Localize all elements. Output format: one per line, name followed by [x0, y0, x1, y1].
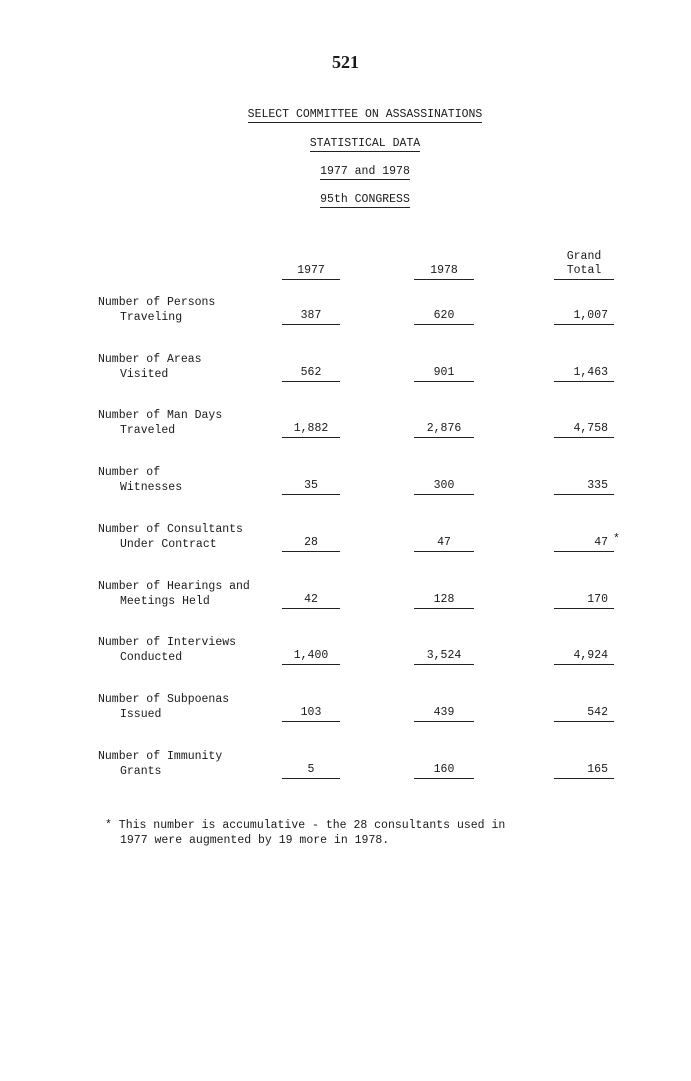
row-label-line-2: Witnesses	[120, 481, 183, 494]
value-grand-total: 335	[554, 479, 614, 495]
row-label-line-2: Under Contract	[120, 538, 217, 551]
value-1977: 5	[282, 763, 340, 779]
value-1978: 439	[414, 706, 474, 722]
value-1978: 300	[414, 479, 474, 495]
column-header-1978: 1978	[414, 264, 474, 280]
row-label	[98, 749, 273, 779]
value-1977: 103	[282, 706, 340, 722]
row-label-line-1: Number of	[98, 466, 161, 479]
column-header-total: Total	[554, 264, 614, 280]
row-label-line-1: Number of Man Days	[98, 409, 223, 422]
row-label-line-2: Meetings Held	[120, 595, 210, 608]
row-label-line-1: Number of Immunity	[98, 750, 223, 763]
value-grand-total: 165	[554, 763, 614, 779]
value-1977: 1,400	[282, 649, 340, 665]
row-label-line-1: Number of Hearings and	[98, 580, 250, 593]
page-number: 521	[332, 52, 359, 72]
value-grand-total: 4,758	[554, 422, 614, 438]
value-1978: 128	[414, 593, 474, 609]
value-grand-total: 170	[554, 593, 614, 609]
row-label	[98, 408, 273, 438]
value-1978: 3,524	[414, 649, 474, 665]
value-grand-total: 1,007	[554, 309, 614, 325]
value-grand-total: 47	[554, 536, 614, 552]
value-1978: 620	[414, 309, 474, 325]
row-label-line-2: Issued	[120, 708, 162, 721]
column-header-grand: Grand	[566, 250, 602, 263]
row-label	[98, 465, 273, 495]
row-label-line-2: Grants	[120, 765, 162, 778]
row-label	[98, 692, 273, 722]
row-label-line-2: Traveled	[120, 424, 176, 437]
value-1977: 42	[282, 593, 340, 609]
row-label-line-2: Conducted	[120, 651, 183, 664]
value-1977: 28	[282, 536, 340, 552]
row-label	[98, 579, 273, 609]
footnote-line-1: * This number is accumulative - the 28 consultants used in	[105, 819, 506, 832]
value-1978: 160	[414, 763, 474, 779]
footnote-line-2: 1977 were augmented by 19 more in 1978.	[120, 834, 390, 847]
value-1977: 562	[282, 366, 340, 382]
row-label-line-1: Number of Interviews	[98, 636, 237, 649]
row-label	[98, 295, 273, 325]
value-1977: 35	[282, 479, 340, 495]
row-label-line-1: Number of Subpoenas	[98, 693, 230, 706]
footnote	[105, 818, 545, 848]
statistical-data-heading: STATISTICAL DATA	[309, 137, 421, 150]
value-grand-total: 1,463	[554, 366, 614, 382]
committee-title: SELECT COMMITTEE ON ASSASSINATIONS	[247, 108, 483, 121]
value-1978: 901	[414, 366, 474, 382]
row-label-line-1: Number of Areas	[98, 353, 202, 366]
congress-heading: 95th CONGRESS	[320, 193, 410, 206]
row-label	[98, 352, 273, 382]
column-header-1977: 1977	[282, 264, 340, 280]
value-grand-total: 4,924	[554, 649, 614, 665]
row-label-line-1: Number of Persons	[98, 296, 216, 309]
row-label-line-2: Visited	[120, 368, 169, 381]
value-grand-total: 542	[554, 706, 614, 722]
row-label-line-1: Number of Consultants	[98, 523, 243, 536]
row-label	[98, 635, 273, 665]
row-label	[98, 522, 273, 552]
value-1978: 47	[414, 536, 474, 552]
value-1978: 2,876	[414, 422, 474, 438]
row-label-line-2: Traveling	[120, 311, 183, 324]
value-1977: 1,882	[282, 422, 340, 438]
years-heading: 1977 and 1978	[320, 165, 410, 178]
value-1977: 387	[282, 309, 340, 325]
total-marker: *	[613, 533, 620, 546]
